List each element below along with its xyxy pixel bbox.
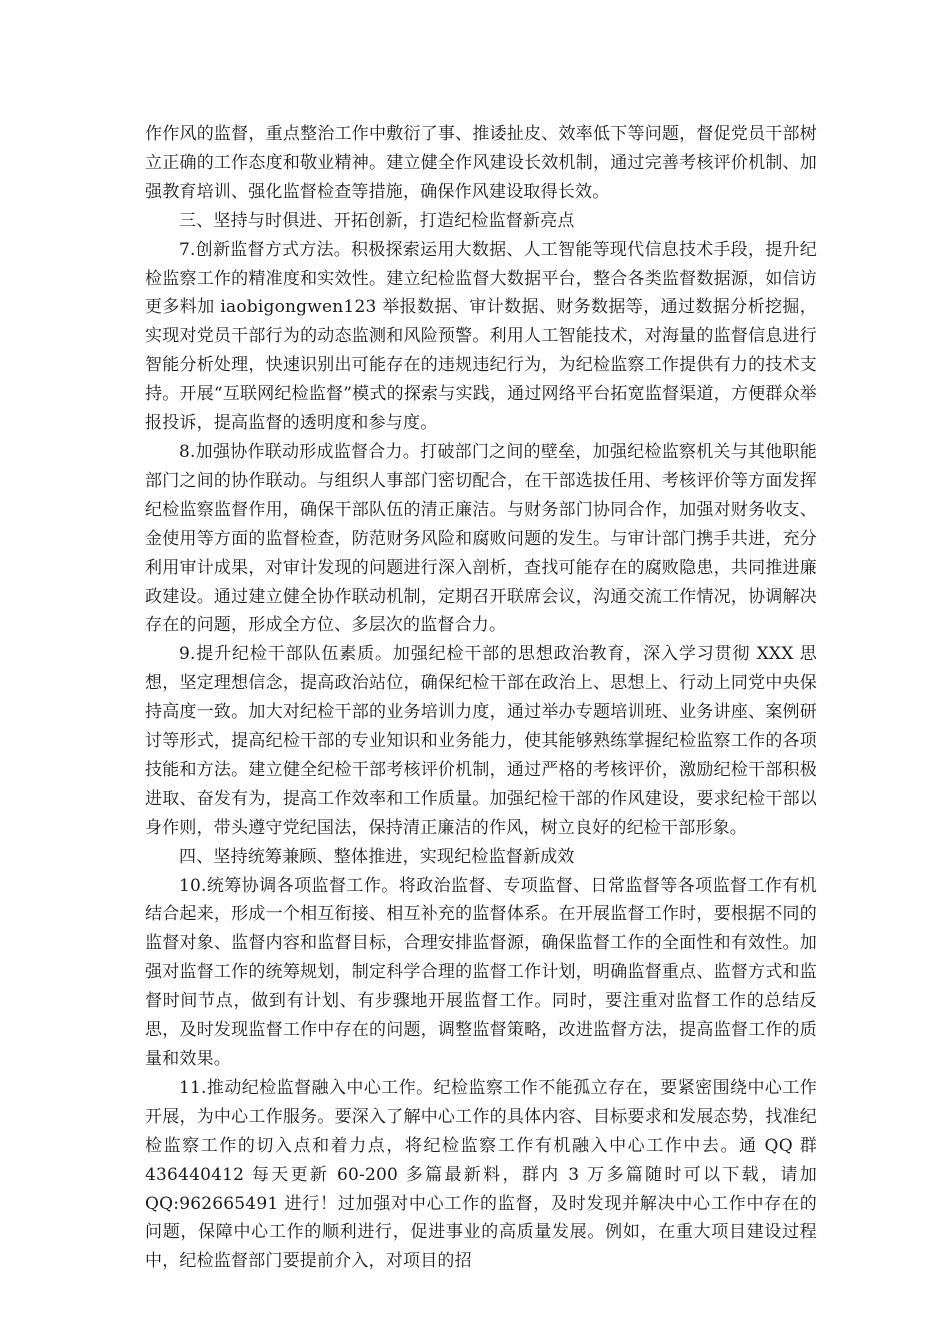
section-heading-4: 四、坚持统筹兼顾、整体推进，实现纪检监督新成效 [179, 846, 575, 867]
paragraph-item-10: 10.统筹协调各项监督工作。将政治监督、专项监督、日常监督等各项监督工作有机结合起来，形成一个相互衔接、相互补充的监督体系。在开展监督工作时，要根据不同的监督对象、监督内容和监督目标，合理安排监督源，确保监督工作的全面性和有效性。加强对监督工作的统筹规划，制定科学合理的监督工作计划，明确监督重点、监督方式和监督时间节点，做到有计划、有步骤地开展监督工作。同时，要注重对监督工作的总结反思，及时发现监督工作中存在的问题，调整监督策略，改进监督方法，提高监督工作的质量和效果。 [145, 875, 817, 1069]
paragraph-continuation: 作作风的监督，重点整治工作中敷衍了事、推诿扯皮、效率低下等问题，督促党员干部树立正确的工作态度和敬业精神。建立健全作风建设长效机制，通过完善考核评价机制、加强教育培训、强化监督检查等措施，确保作风建设取得长效。 [145, 124, 817, 202]
paragraph-item-9: 9.提升纪检干部队伍素质。加强纪检干部的思想政治教育，深入学习贯彻 XXX 思想，坚定理想信念，提高政治站位，确保纪检干部在政治上、思想上、行动上同党中央保持高度一致。加大对纪检干部的业务培训力度，通过举办专题培训班、业务讲座、案例研讨等形式，提高纪检干部的专业知识和业务能力，使其能够熟练掌握纪检监察工作的各项技能和方法。建立健全纪检干部考核评价机制，通过严格的考核评价，激励纪检干部积极进取、奋发有为，提高工作效率和工作质量。加强纪检干部的作风建设，要求纪检干部以身作则，带头遵守党纪国法，保持清正廉洁的作风，树立良好的纪检干部形象。 [145, 644, 817, 838]
paragraph-item-7: 7.创新监督方式方法。积极探索运用大数据、人工智能等现代信息技术手段，提升纪检监察工作的精准度和实效性。建立纪检监督大数据平台，整合各类监督数据源，如信访更多料加 iaobigongwen123 举报数据、审计数据、财务数据等，通过数据分析挖掘，实现对党员干部行为的动态监测和风险预警。利用人工智能技术，对海量的监督信息进行智能分析处理，快速识别出可能存在的违规违纪行为，为纪检监察工作提供有力的技术支持。开展“互联网纪检监督”模式的探索与实践，通过网络平台拓宽监督渠道，方便群众举报投诉，提高监督的透明度和参与度。 [145, 239, 817, 434]
paragraph-item-11: 11.推动纪检监督融入中心工作。纪检监察工作不能孤立存在，要紧密围绕中心工作开展，为中心工作服务。要深入了解中心工作的具体内容、目标要求和发展态势，找准纪检监察工作的切入点和着力点，将纪检监察工作有机融入中心工作中去。通 QQ 群 436440412 每天更新 60-200 多篇最新料，群内 3 万多篇随时可以下载，请加 QQ:962665491 进行！过加强对中心工作的监督，及时发现并解决中心工作中存在的问题，保障中心工作的顺利进行，促进事业的高质量发展。例如，在重大项目建设过程中，纪检监督部门要提前介入，对项目的招 [145, 1077, 817, 1272]
section-heading-3: 三、坚持与时俱进、开拓创新，打造纪检监督新亮点 [179, 210, 575, 231]
document-body [145, 120, 817, 1276]
paragraph-item-8: 8.加强协作联动形成监督合力。打破部门之间的壁垒，加强纪检监察机关与其他职能部门之间的协作联动。与组织人事部门密切配合，在干部选拔任用、考核评价等方面发挥纪检监察监督作用，确保干部队伍的清正廉洁。与财务部门协同合作，加强对财务收支、金使用等方面的监督检查，防范财务风险和腐败问题的发生。与审计部门携手共进，充分利用审计成果，对审计发现的问题进行深入剖析，查找可能存在的腐败隐患，共同推进廉政建设。通过建立健全协作联动机制，定期召开联席会议，沟通交流工作情况，协调解决存在的问题，形成全方位、多层次的监督合力。 [145, 441, 817, 636]
